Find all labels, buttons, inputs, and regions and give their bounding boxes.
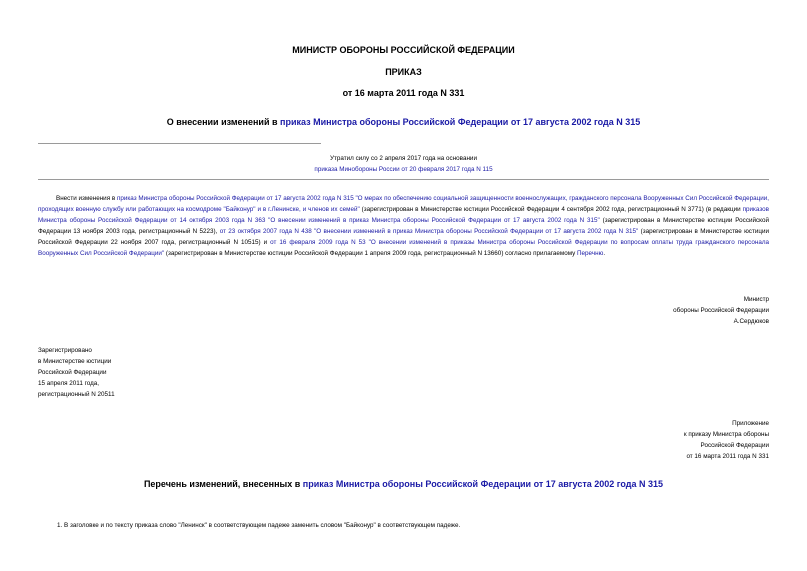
body-text-6: .	[603, 250, 606, 258]
body-link-order-438[interactable]: от 23 октября 2007 года N 438 "О внесении изменений в приказ Министра обороны Российской Федерации от 17 августа 2002 года N 315"	[219, 228, 639, 236]
appendix-line4: от 16 марта 2011 года N 331	[686, 453, 769, 460]
signature-line2: обороны Российской Федерации	[673, 307, 769, 314]
appendix-line2: к приказу Министра обороны	[683, 431, 769, 438]
body-text-3: (зарегистрирован в Министерстве юстиции Российской Федерации 13 ноября 2003 года, регистрационный N 5223),	[38, 217, 770, 236]
body-text-1: Внести изменения в	[56, 195, 117, 202]
status-top-rule	[38, 143, 321, 144]
body-text-2: (зарегистрирован в Министерстве юстиции Российской Федерации 4 сентября 2002 года, регистрационный N 3771) (в редакции	[359, 206, 743, 214]
list-title	[0, 479, 807, 489]
appendix-block	[684, 418, 769, 462]
registration-line3: Российской Федерации	[38, 369, 107, 376]
appendix-line3: Российской Федерации	[700, 442, 769, 449]
list-item: 1. В заголовке и по тексту приказа слово "Ленинск" в соответствующем падеже заменить словом "Байконур" в соответствующем падеже.	[57, 522, 461, 529]
repeal-order-link[interactable]: приказа Минобороны России от 20 февраля 2017 года N 115	[314, 166, 493, 173]
registration-block	[38, 345, 115, 400]
registration-line1: Зарегистрировано	[38, 347, 92, 354]
body-link-order-363[interactable]: приказов Министра обороны Российской Федерации от 14 октября 2003 года N 363 "О внесении изменений в приказ Министра обороны Российской Федерации от 17 августа 2002 года N 315"	[38, 206, 769, 225]
body-link-list[interactable]: Перечню	[577, 250, 604, 258]
body-link-order-315[interactable]: приказ Министра обороны Российской Федерации от 17 августа 2002 года N 315 "О мерах по обеспечению социальной защищенности военнослужащих, гражданского персонала Вооруженных Сил Российской Федерации, проходящих военную службу или работающих на космодроме "Байконур" и в г.Ленинске, и членов их семей"	[38, 195, 769, 214]
document-title	[0, 117, 807, 127]
registration-line5: регистрационный N 20511	[38, 391, 115, 398]
body-text-4: (зарегистрирован в Министерстве юстиции Российской Федерации 22 ноября 2007 года, регистрационный N 10515) и	[38, 228, 769, 247]
body-paragraph	[38, 193, 769, 260]
signature-line1: Министр	[743, 296, 769, 303]
date-number-heading: от 16 марта 2011 года N 331	[342, 88, 465, 98]
status-bottom-rule	[38, 179, 769, 180]
title-order-link[interactable]: приказ Министра обороны Российской Федерации от 17 августа 2002 года N 315	[280, 117, 641, 127]
registration-line2: в Министерстве юстиции	[38, 358, 112, 365]
list-title-prefix: Перечень изменений, внесенных в	[143, 479, 303, 489]
signature-block	[673, 294, 769, 327]
registration-line4: 15 апреля 2011 года,	[38, 380, 100, 387]
body-text-5: (зарегистрирован в Министерстве юстиции Российской Федерации 1 апреля 2009 года, регистрационный N 13660) согласно прилагаемому	[164, 250, 577, 258]
ministry-heading: МИНИСТР ОБОРОНЫ РОССИЙСКОЙ ФЕДЕРАЦИИ	[292, 45, 515, 55]
signature-line3: А.Сердюков	[733, 318, 769, 325]
doc-type-heading: ПРИКАЗ	[385, 67, 422, 77]
body-link-order-53[interactable]: от 16 февраля 2009 года N 53 "О внесении изменений в приказы Министра обороны Российской Федерации по вопросам оплаты труда гражданского персонала Вооруженных Сил Российской Федерации"	[38, 239, 769, 258]
title-prefix: О внесении изменений в	[166, 117, 281, 127]
status-note-line1: Утратил силу со 2 апреля 2017 года на основании	[330, 155, 477, 162]
list-title-order-link[interactable]: приказ Министра обороны Российской Федерации от 17 августа 2002 года N 315	[302, 479, 664, 489]
status-note-line2	[0, 164, 807, 175]
appendix-line1: Приложение	[732, 420, 769, 427]
